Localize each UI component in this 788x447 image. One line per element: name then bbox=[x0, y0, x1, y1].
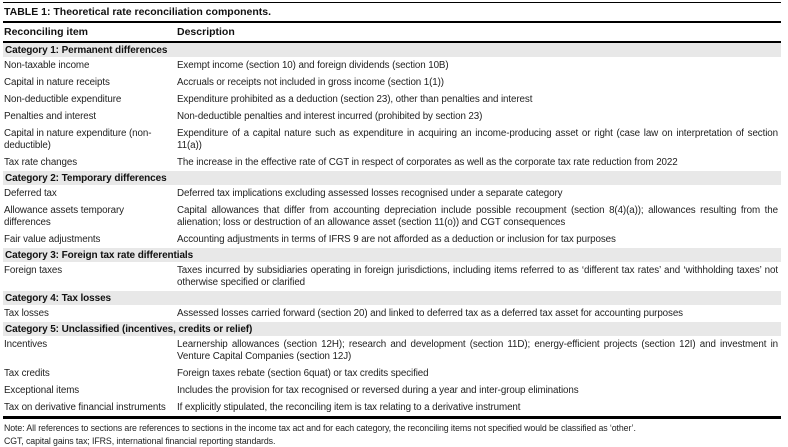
reconciling-item-cell: Deferred tax bbox=[3, 185, 176, 202]
table-row bbox=[3, 154, 781, 171]
column-header-reconciling-item: Reconciling item bbox=[3, 22, 176, 42]
description-cell: Learnership allowances (section 12H); research and development (section 11D); energy-efficient projects (section 12I) and investment in Venture Capital Companies (section 12J) bbox=[176, 336, 781, 365]
description-cell: Deferred tax implications excluding assessed losses recognised under a separate category bbox=[176, 185, 781, 202]
table-row bbox=[3, 185, 781, 202]
table-row bbox=[3, 262, 781, 291]
reconciling-item-cell: Tax losses bbox=[3, 305, 176, 322]
reconciling-item-cell: Non-deductible expenditure bbox=[3, 91, 176, 108]
table-row bbox=[3, 365, 781, 382]
header-row bbox=[3, 22, 781, 42]
table-header bbox=[3, 22, 781, 42]
table-row bbox=[3, 305, 781, 322]
category-row bbox=[3, 322, 781, 336]
table-row bbox=[3, 336, 781, 365]
table-row bbox=[3, 108, 781, 125]
description-cell: Assessed losses carried forward (section 20) and linked to deferred tax as a deferred tax asset for accounting purposes bbox=[176, 305, 781, 322]
note-sections: Note: All references to sections are references to sections in the income tax act and for each category, the reconciling items not specified would be classified as ‘other’. bbox=[4, 422, 781, 435]
reconciling-item-cell: Fair value adjustments bbox=[3, 231, 176, 248]
reconciling-item-cell: Capital in nature expenditure (non-deductible) bbox=[3, 125, 176, 154]
reconciling-item-cell: Capital in nature receipts bbox=[3, 74, 176, 91]
description-cell: Expenditure prohibited as a deduction (section 23), other than penalties and interest bbox=[176, 91, 781, 108]
note-abbreviations: CGT, capital gains tax; IFRS, international financial reporting standards. bbox=[4, 435, 781, 447]
table-row bbox=[3, 57, 781, 74]
table-row bbox=[3, 202, 781, 231]
description-cell: Exempt income (section 10) and foreign dividends (section 10B) bbox=[176, 57, 781, 74]
reconciling-item-cell: Non-taxable income bbox=[3, 57, 176, 74]
description-cell: If explicitly stipulated, the reconciling item is tax relating to a derivative instrument bbox=[176, 399, 781, 418]
category-row bbox=[3, 171, 781, 185]
column-header-description: Description bbox=[176, 22, 781, 42]
category-row bbox=[3, 291, 781, 305]
description-cell: The increase in the effective rate of CGT in respect of corporates as well as the corporate tax rate reduction from 2022 bbox=[176, 154, 781, 171]
description-cell: Taxes incurred by subsidiaries operating in foreign jurisdictions, including items referred to as ‘different tax rates’ and ‘withholding taxes’ not otherwise specified or clarified bbox=[176, 262, 781, 291]
category-label: Category 4: Tax losses bbox=[3, 291, 781, 305]
reconciling-item-cell: Tax on derivative financial instruments bbox=[3, 399, 176, 418]
table-row bbox=[3, 91, 781, 108]
reconciling-item-cell: Foreign taxes bbox=[3, 262, 176, 291]
category-label: Category 3: Foreign tax rate differentials bbox=[3, 248, 781, 262]
category-label: Category 2: Temporary differences bbox=[3, 171, 781, 185]
reconciling-item-cell: Tax credits bbox=[3, 365, 176, 382]
description-cell: Includes the provision for tax recognised or reversed during a year and inter-group eliminations bbox=[176, 382, 781, 399]
description-cell: Expenditure of a capital nature such as expenditure in acquiring an income-producing asset or right (case law on interpretation of section 11(a)) bbox=[176, 125, 781, 154]
description-cell: Non-deductible penalties and interest incurred (prohibited by section 23) bbox=[176, 108, 781, 125]
reconciling-item-cell: Incentives bbox=[3, 336, 176, 365]
reconciling-item-cell: Exceptional items bbox=[3, 382, 176, 399]
reconciling-item-cell: Allowance assets temporary differences bbox=[3, 202, 176, 231]
table-row bbox=[3, 125, 781, 154]
reconciling-item-cell: Penalties and interest bbox=[3, 108, 176, 125]
reconciliation-table bbox=[3, 21, 781, 419]
table-row bbox=[3, 382, 781, 399]
table-row bbox=[3, 74, 781, 91]
category-row bbox=[3, 248, 781, 262]
table-title: TABLE 1: Theoretical rate reconciliation components. bbox=[3, 2, 781, 21]
table-row bbox=[3, 399, 781, 418]
table-notes bbox=[3, 419, 781, 447]
table-body bbox=[3, 42, 781, 418]
category-row bbox=[3, 42, 781, 57]
description-cell: Foreign taxes rebate (section 6quat) or tax credits specified bbox=[176, 365, 781, 382]
table-row bbox=[3, 231, 781, 248]
description-cell: Accounting adjustments in terms of IFRS 9 are not afforded as a deduction or inclusion for tax purposes bbox=[176, 231, 781, 248]
description-cell: Accruals or receipts not included in gross income (section 1(1)) bbox=[176, 74, 781, 91]
reconciling-item-cell: Tax rate changes bbox=[3, 154, 176, 171]
description-cell: Capital allowances that differ from accounting depreciation include possible recoupment (section 8(4)(a)); allowances resulting from the alienation; loss or destruction of an allowance asset (section 11(o)) and CGT consequences bbox=[176, 202, 781, 231]
category-label: Category 1: Permanent differences bbox=[3, 42, 781, 57]
category-label: Category 5: Unclassified (incentives, credits or relief) bbox=[3, 322, 781, 336]
